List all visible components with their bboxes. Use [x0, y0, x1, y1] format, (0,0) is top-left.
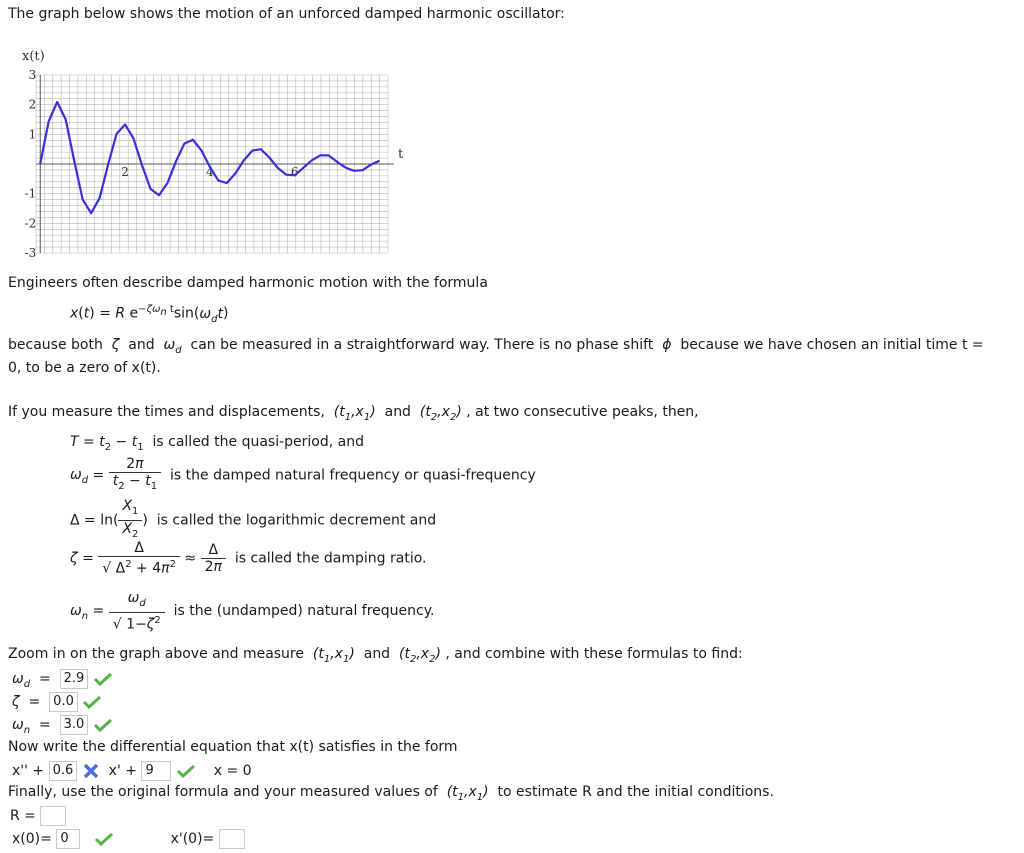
answer-row-zeta: ζ = 0.0 [12, 692, 102, 712]
answer-row-omega-n: $\omega_n = 3.0$ [12, 715, 113, 736]
paragraph-3: If you measure the times and displacements, $(t_1,x_1)$ and $(t_2,x_2)$ , at two consecutive peaks, then, [8, 404, 699, 423]
zoom-instruction: Zoom in on the graph above and measure $(t_1,x_1)$ and $(t_2,x_2)$ , and combine with these formulas to find: [8, 646, 743, 665]
y-tick-label: -1 [24, 186, 37, 201]
diffeq-prompt: Now write the differential equation that x(t) satisfies in the form [8, 739, 458, 755]
xprime0-input[interactable] [219, 829, 245, 849]
def-natural-frequency: $\omega_n$ = $\frac{\omega_d}{√ 1-\zeta^2}$ is the (undamped) natural frequency. [70, 590, 435, 633]
def-log-decrement: Δ = ln( $\frac{X_1}{X_2}$ ) is called the logarithmic decrement and [70, 498, 436, 543]
diffeq-row: x'' + 0.6 x' + 9 x = 0 [12, 763, 252, 779]
check-icon [176, 763, 196, 779]
graph-svg [0, 40, 420, 270]
x0-input[interactable]: 0 [56, 829, 80, 849]
cross-icon [82, 763, 100, 779]
x-tick-label: 2 [121, 165, 129, 179]
def-omega-d: $\omega_d$ = $\frac{2\pi}{t_2 - t_1}$ is the damped natural frequency or quasi-frequency [70, 456, 536, 492]
answer-row-omega-d: $\omega_d = 2.9$ [12, 669, 113, 690]
check-icon [93, 671, 113, 687]
answer-row-R: R = [10, 806, 66, 826]
oscillator-graph [0, 40, 420, 270]
oscillator-curve [40, 102, 379, 213]
y-tick-label: -3 [24, 246, 37, 260]
intro-text: The graph below shows the motion of an unforced damped harmonic oscillator: [8, 6, 565, 22]
check-icon [94, 831, 114, 847]
y-tick-label: 2 [28, 97, 37, 112]
stiffness-coefficient-input[interactable]: 9 [141, 761, 171, 781]
y-tick-label: 1 [28, 127, 37, 142]
omega-d-input[interactable]: 2.9 [60, 669, 89, 689]
def-damping-ratio: ζ = $\frac{\Delta}{√ \Delta^2 + 4\pi^2}$ ≈ $\frac{\Delta}{2\pi}$ is called the damping ratio. [70, 540, 427, 577]
main-formula: x(t) = R $e^{-\zeta\omega_n t}\sin(\omega_dt)$ [70, 304, 229, 325]
R-input[interactable] [40, 806, 66, 826]
x-tick-label: 6 [290, 165, 299, 179]
answer-row-initial: x(0)= 0 x'(0)= [12, 829, 245, 849]
formula-intro: Engineers often describe damped harmonic motion with the formula [8, 275, 488, 291]
paragraph-2-line-2: 0, to be a zero of x(t). [8, 360, 161, 376]
x-axis-label: t [398, 147, 404, 162]
y-tick-label: -2 [24, 216, 37, 231]
y-tick-label: 3 [28, 68, 37, 82]
y-axis-label: x(t) [22, 49, 45, 64]
check-icon [82, 694, 102, 710]
paragraph-2-line-1: because both ζ and $\omega_d$ can be measured in a straightforward way. There is no phase shift ϕ because we have chosen an initial time t = [8, 337, 984, 356]
zeta-input[interactable]: 0.0 [49, 692, 78, 712]
omega-n-input[interactable]: 3.0 [60, 715, 89, 735]
damping-coefficient-input[interactable]: 0.6 [49, 761, 78, 781]
def-quasi-period: $T = t_2 - t_1$ is called the quasi-period, and [70, 434, 364, 453]
x-tick-label: 4 [206, 165, 214, 179]
check-icon [93, 717, 113, 733]
finally-instruction: Finally, use the original formula and your measured values of $(t_1,x_1)$ to estimate R and the initial conditions. [8, 784, 774, 803]
